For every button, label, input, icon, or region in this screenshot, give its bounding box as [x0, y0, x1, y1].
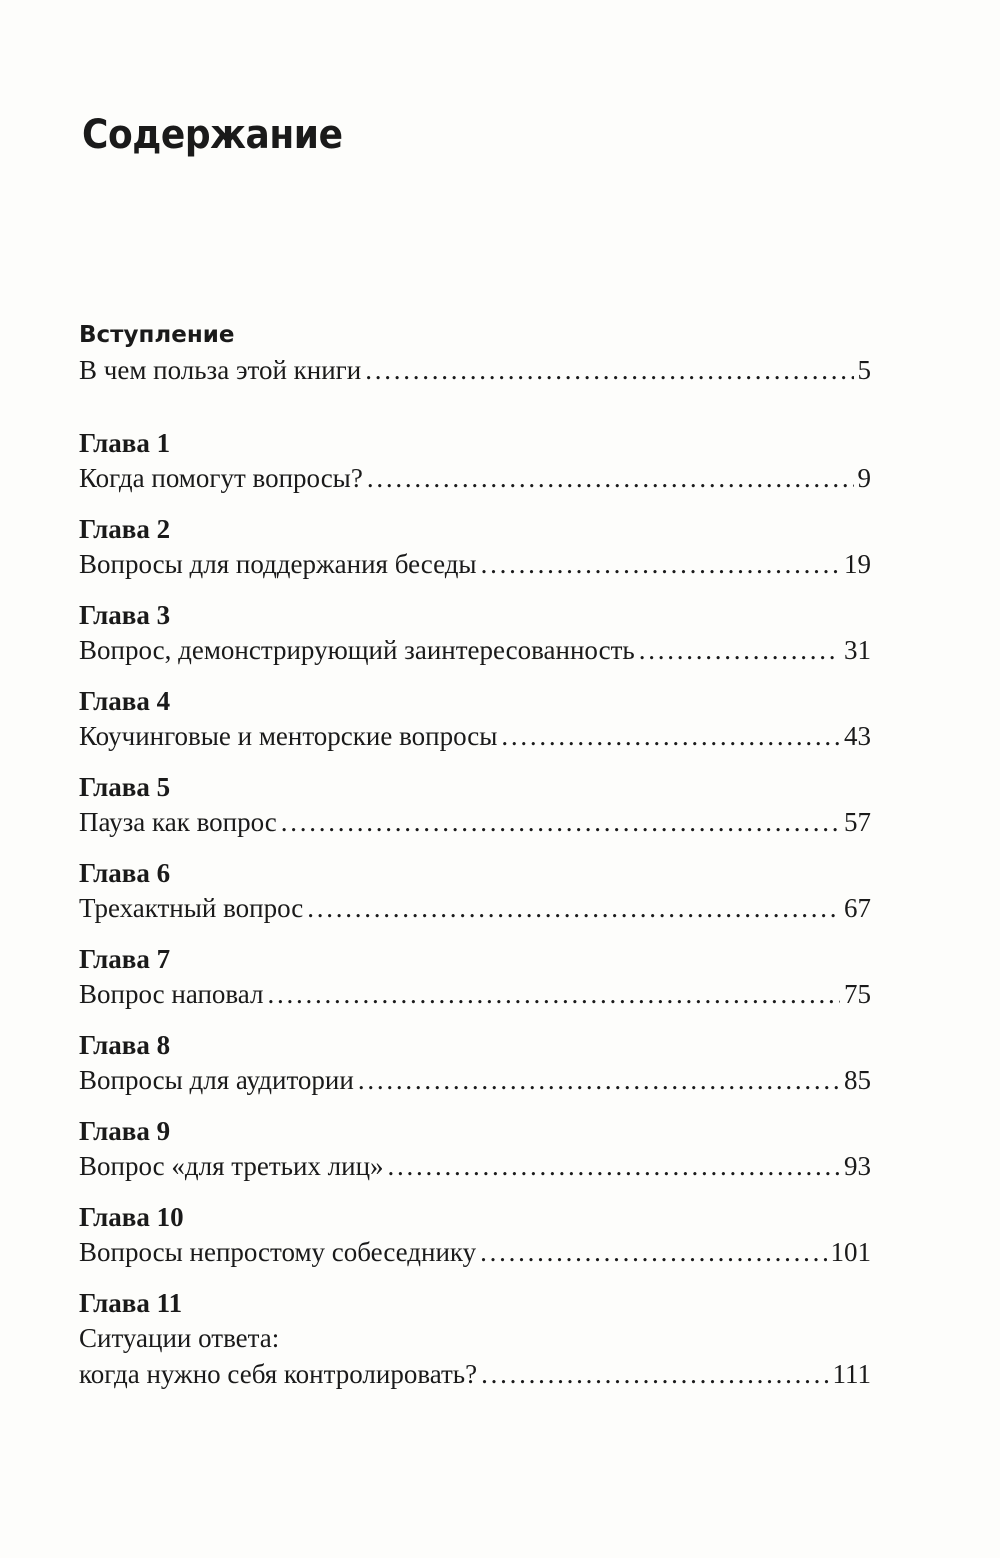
toc-title: Пауза как вопрос	[79, 807, 277, 837]
dot-leader	[281, 804, 840, 840]
toc-heading: Вступление	[79, 322, 235, 348]
page-number: 93	[844, 1151, 871, 1181]
dot-leader	[358, 1062, 840, 1098]
toc-heading: Глава 8	[79, 1030, 171, 1060]
page-number: 67	[844, 893, 871, 923]
dot-leader	[307, 890, 840, 926]
toc-title: Вопросы для аудитории	[79, 1065, 354, 1095]
page-number: 5	[857, 355, 871, 385]
toc-line[interactable]	[79, 890, 871, 926]
dot-leader	[501, 718, 840, 754]
page-number: 19	[844, 549, 871, 579]
table-of-contents	[79, 318, 871, 1406]
toc-line[interactable]	[79, 546, 871, 582]
toc-entry	[79, 1114, 871, 1200]
toc-title: Когда помогут вопросы?	[79, 463, 363, 493]
page-number: 43	[844, 721, 871, 751]
toc-title: Коучинговые и менторские вопросы	[79, 721, 498, 751]
toc-entry	[79, 426, 871, 512]
toc-heading: Глава 1	[79, 428, 171, 458]
toc-entry	[79, 942, 871, 1028]
toc-line[interactable]	[79, 718, 871, 754]
page-number: 85	[844, 1065, 871, 1095]
toc-heading: Глава 2	[79, 514, 171, 544]
toc-entry	[79, 1286, 871, 1406]
page-number: 75	[844, 979, 871, 1009]
toc-entry	[79, 1028, 871, 1114]
dot-leader	[388, 1148, 840, 1184]
toc-entry	[79, 512, 871, 598]
dot-leader	[367, 460, 854, 496]
dot-leader	[639, 632, 840, 668]
toc-heading: Глава 7	[79, 944, 171, 974]
toc-title: Вопрос наповал	[79, 979, 264, 1009]
dot-leader	[480, 1234, 826, 1270]
toc-line[interactable]	[79, 632, 871, 668]
toc-title: Вопросы для поддержания беседы	[79, 549, 477, 579]
toc-title: Вопрос, демонстрирующий заинтересованность	[79, 635, 635, 665]
page-number: 101	[830, 1237, 871, 1267]
toc-title: Вопрос «для третьих лиц»	[79, 1151, 384, 1181]
toc-heading: Глава 5	[79, 772, 171, 802]
page-number: 57	[844, 807, 871, 837]
toc-line[interactable]	[79, 1148, 871, 1184]
toc-entry	[79, 598, 871, 684]
toc-title-line: Ситуации ответа:	[79, 1323, 280, 1353]
toc-line[interactable]	[79, 1062, 871, 1098]
toc-line[interactable]	[79, 460, 871, 496]
toc-entry	[79, 318, 871, 426]
toc-heading: Глава 3	[79, 600, 171, 630]
toc-line[interactable]	[79, 804, 871, 840]
toc-line[interactable]	[79, 976, 871, 1012]
toc-title: Вопросы непростому собеседнику	[79, 1237, 477, 1267]
page-title: Содержание	[82, 112, 343, 158]
toc-entry	[79, 1200, 871, 1286]
toc-entry	[79, 684, 871, 770]
toc-heading: Глава 11	[79, 1288, 183, 1318]
dot-leader	[365, 352, 853, 388]
toc-title: Трехактный вопрос	[79, 893, 304, 923]
toc-title: В чем польза этой книги	[79, 355, 362, 385]
toc-line[interactable]	[79, 352, 871, 388]
toc-heading: Глава 9	[79, 1116, 171, 1146]
toc-title: когда нужно себя контролировать?	[79, 1359, 478, 1389]
page-number: 111	[832, 1359, 871, 1389]
toc-line[interactable]	[79, 1234, 871, 1270]
dot-leader	[267, 976, 840, 1012]
toc-heading: Глава 10	[79, 1202, 184, 1232]
toc-heading: Глава 4	[79, 686, 171, 716]
toc-entry	[79, 856, 871, 942]
page-number: 31	[844, 635, 871, 665]
toc-heading: Глава 6	[79, 858, 171, 888]
toc-entry	[79, 770, 871, 856]
toc-line[interactable]	[79, 1356, 871, 1392]
dot-leader	[481, 1356, 828, 1392]
page-number: 9	[857, 463, 871, 493]
dot-leader	[481, 546, 840, 582]
